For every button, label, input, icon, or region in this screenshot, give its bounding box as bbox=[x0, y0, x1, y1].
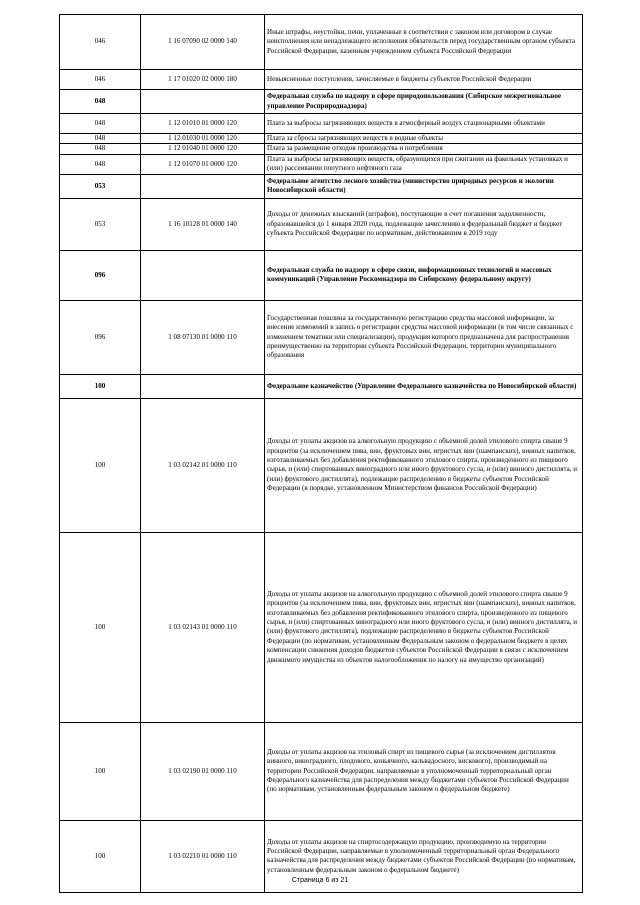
description-cell: Государственная пошлина за государственную регистрацию средства массовой информации, за внесение изменений в запись о регистрации средства массовой информации (в том числе связанных с изменением тематики или специализации), продукция которого предназначена для распространения преимущественно на территории субъекта Российской Федерации, территории муниципального образования bbox=[265, 300, 583, 374]
description-cell: Доходы от уплаты акцизов на спиртосодержащую продукцию, производимую на территории Российской Федерации, направляемые в уполномоченный территориальный орган Федерального казначейства для распределения между бюджетами субъектов Российской Федерации (по нормативам, установленным федеральным законом о федеральном бюджете) bbox=[265, 820, 583, 892]
admin-code-cell: 100 bbox=[60, 398, 141, 532]
revenue-code-cell bbox=[141, 90, 265, 114]
description-cell: Федеральная служба по надзору в сфере природопользования (Сибирское межрегиональное управление Росприроднадзора) bbox=[265, 90, 583, 114]
table-row bbox=[60, 374, 583, 398]
revenue-code-cell: 1 12 01010 01 0000 120 bbox=[141, 114, 265, 134]
description-cell: Федеральное казначейство (Управление Федерального казначейства по Новосибирской области) bbox=[265, 374, 583, 398]
table-row bbox=[60, 398, 583, 532]
description-cell: Доходы от денежных взысканий (штрафов), поступающие в счет погашения задолженности, образовавшейся до 1 января 2020 года, подлежащие зачислению в федеральный бюджет и бюджет субъекта Российской Федерации по нормативам, действовавшим в 2019 году bbox=[265, 198, 583, 250]
revenue-code-cell: 1 12 01030 01 0000 120 bbox=[141, 134, 265, 144]
admin-code-cell: 048 bbox=[60, 134, 141, 144]
table-row bbox=[60, 300, 583, 374]
table-row bbox=[60, 70, 583, 90]
admin-code-cell: 046 bbox=[60, 70, 141, 90]
admin-code-cell: 100 bbox=[60, 532, 141, 722]
table-row bbox=[60, 15, 583, 70]
admin-code-cell: 053 bbox=[60, 198, 141, 250]
admin-code-cell: 048 bbox=[60, 154, 141, 174]
revenue-code-cell bbox=[141, 174, 265, 198]
admin-code-cell: 048 bbox=[60, 114, 141, 134]
table-row bbox=[60, 722, 583, 820]
revenue-code-cell bbox=[141, 374, 265, 398]
admin-code-cell: 046 bbox=[60, 15, 141, 70]
description-cell: Невыясненные поступления, зачисляемые в бюджеты субъектов Российской Федерации bbox=[265, 70, 583, 90]
table-body bbox=[60, 15, 583, 893]
description-cell: Плата за сбросы загрязняющих веществ в водные объекты bbox=[265, 134, 583, 144]
description-cell: Плата за выбросы загрязняющих веществ в атмосферный воздух стационарными объектами bbox=[265, 114, 583, 134]
table-row bbox=[60, 134, 583, 144]
table-row bbox=[60, 532, 583, 722]
page-number: Страница 6 из 21 bbox=[291, 877, 349, 884]
revenue-code-cell: 1 16 07090 02 0000 140 bbox=[141, 15, 265, 70]
description-cell: Плата за выбросы загрязняющих веществ, образующихся при сжигании на факельных установках и (или) рассеивании попутного нефтяного газа bbox=[265, 154, 583, 174]
revenue-code-cell: 1 08 07130 01 0000 110 bbox=[141, 300, 265, 374]
revenue-code-cell bbox=[141, 250, 265, 300]
table-row bbox=[60, 174, 583, 198]
table-row bbox=[60, 144, 583, 154]
table-row bbox=[60, 154, 583, 174]
revenue-codes-table bbox=[59, 14, 583, 893]
revenue-code-cell: 1 16 10128 01 0000 140 bbox=[141, 198, 265, 250]
table-row bbox=[60, 198, 583, 250]
admin-code-cell: 096 bbox=[60, 300, 141, 374]
revenue-code-cell: 1 12 01070 01 0000 120 bbox=[141, 154, 265, 174]
description-cell: Федеральное агентство лесного хозяйства (министерство природных ресурсов и экологии Новосибирской области) bbox=[265, 174, 583, 198]
revenue-code-cell: 1 17 01020 02 0000 180 bbox=[141, 70, 265, 90]
revenue-code-cell: 1 03 02142 01 0000 110 bbox=[141, 398, 265, 532]
admin-code-cell: 100 bbox=[60, 820, 141, 892]
table-row bbox=[60, 90, 583, 114]
revenue-code-cell: 1 03 02210 01 0000 110 bbox=[141, 820, 265, 892]
description-cell: Доходы от уплаты акцизов на алкогольную продукцию с объемной долей этилового спирта свыше 9 процентов (за исключением пива, вин, фруктовых вин, игристых вин (шампанских), винных напитков, изготавливаемых без добавления ректификованного этилового спирта, произведенного из пищевого сырья, и (или) спиртованных виноградного или иного фруктового сусла, и (или) винного дистиллята, и (или) фруктового дистиллята), подлежащие распределению в бюджеты субъектов Российской Федерации (в порядке, установленном Министерством финансов Российской Федерации) bbox=[265, 398, 583, 532]
admin-code-cell: 100 bbox=[60, 722, 141, 820]
admin-code-cell: 048 bbox=[60, 90, 141, 114]
revenue-code-cell: 1 03 02143 01 0000 110 bbox=[141, 532, 265, 722]
admin-code-cell: 100 bbox=[60, 374, 141, 398]
admin-code-cell: 096 bbox=[60, 250, 141, 300]
table-row bbox=[60, 114, 583, 134]
revenue-code-cell: 1 12 01040 01 0000 120 bbox=[141, 144, 265, 154]
revenue-code-cell: 1 03 02190 01 0000 110 bbox=[141, 722, 265, 820]
description-cell: Плата за размещение отходов производства и потребления bbox=[265, 144, 583, 154]
description-cell: Доходы от уплаты акцизов на этиловый спирт из пищевого сырья (за исключением дистиллятов винного, виноградного, плодового, коньячного, кальвадосного, вискового), производимый на территории Российской Федерации, направляемые в уполномоченный территориальный орган Федерального казначейства для распределения между бюджетами субъектов Российской Федерации (по нормативам, установленным федеральным законом о федеральном бюджете) bbox=[265, 722, 583, 820]
admin-code-cell: 048 bbox=[60, 144, 141, 154]
description-cell: Федеральная служба по надзору в сфере связи, информационных технологий и массовых коммуникаций (Управление Роскомнадзора по Сибирскому федеральному округу) bbox=[265, 250, 583, 300]
description-cell: Доходы от уплаты акцизов на алкогольную продукцию с объемной долей этилового спирта свыше 9 процентов (за исключением пива, вин, фруктовых вин, игристых вин (шампанских), винных напитков, изготавливаемых без добавления ректификованного этилового спирта, произведенного из пищевого сырья, и (или) спиртованных виноградного или иного фруктового сусла, и (или) винного дистиллята, и (или) фруктового дистиллята), подлежащие распределению в бюджеты субъектов Российской Федерации (по нормативам, установленным Федеральным законом о федеральном бюджете в целях компенсации снижения доходов бюджетов субъектов Российской Федерации в связи с исключением движимого имущества из объектов налогообложения по налогу на имущество организаций) bbox=[265, 532, 583, 722]
table-row bbox=[60, 250, 583, 300]
admin-code-cell: 053 bbox=[60, 174, 141, 198]
description-cell: Иные штрафы, неустойки, пени, уплаченные в соответствии с законом или договором в случае неисполнения или ненадлежащего исполнения обязательств перед государственным органом субъекта Российской Федерации, казенным учреждением субъекта Российской Федерации bbox=[265, 15, 583, 70]
